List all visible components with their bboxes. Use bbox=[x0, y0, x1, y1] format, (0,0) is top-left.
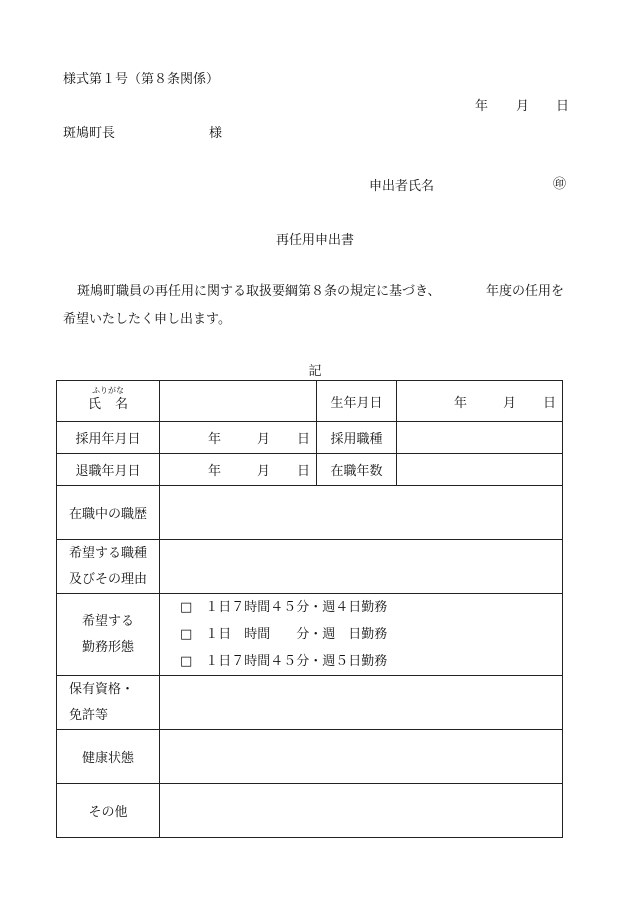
table-row bbox=[57, 486, 563, 540]
health-label: 健康状態 bbox=[57, 730, 160, 784]
month-label: 月 bbox=[256, 432, 270, 447]
seal-mark: ㊞ bbox=[553, 177, 567, 192]
other-field[interactable] bbox=[160, 784, 563, 838]
work-form-option-1[interactable]: □ １日７時間４５分・週４日勤務 bbox=[180, 600, 388, 615]
month-label: 月 bbox=[502, 395, 516, 411]
table-row bbox=[57, 594, 563, 676]
date-month-label: 月 bbox=[516, 99, 530, 114]
table-row bbox=[57, 784, 563, 838]
table-row bbox=[57, 540, 563, 594]
form-number: 様式第１号（第８条関係） bbox=[63, 72, 220, 87]
work-form-label bbox=[57, 594, 160, 676]
table-row bbox=[57, 676, 563, 730]
body-text-line2: 希望いたしたく申し出ます。 bbox=[63, 312, 231, 327]
work-form-options bbox=[160, 594, 563, 676]
name-label: 氏名 bbox=[87, 397, 142, 412]
qualification-field[interactable] bbox=[160, 676, 563, 730]
applicant-name-label: 申出者氏名 bbox=[369, 179, 435, 194]
years-of-service-field[interactable] bbox=[397, 454, 563, 486]
honorific: 様 bbox=[209, 126, 223, 141]
date-year-label: 年 bbox=[475, 99, 489, 114]
retire-date-label: 退職年月日 bbox=[57, 454, 160, 486]
hire-date-label: 採用年月日 bbox=[57, 422, 160, 454]
work-form-option-2[interactable]: □ １日 時間 分・週 日勤務 bbox=[180, 627, 388, 642]
hire-position-field[interactable] bbox=[397, 422, 563, 454]
career-field[interactable] bbox=[160, 486, 563, 540]
desired-position-label bbox=[57, 540, 160, 594]
addressee: 斑鳩町長 bbox=[63, 126, 116, 141]
furigana-label: ふりがな bbox=[92, 386, 124, 395]
work-form-option-3[interactable]: □ １日７時間４５分・週５日勤務 bbox=[180, 654, 388, 669]
desired-position-label-line1: 希望する職種 bbox=[69, 545, 148, 561]
table-row bbox=[57, 422, 563, 454]
work-form-label-line2: 勤務形態 bbox=[81, 639, 134, 655]
day-label: 日 bbox=[296, 432, 310, 447]
day-label: 日 bbox=[542, 395, 556, 411]
birth-date-label: 生年月日 bbox=[317, 381, 397, 422]
desired-position-field[interactable] bbox=[160, 540, 563, 594]
month-label: 月 bbox=[256, 464, 270, 479]
name-field[interactable] bbox=[160, 381, 317, 422]
birth-date-field[interactable] bbox=[397, 381, 563, 422]
qualification-label-line2: 免許等 bbox=[69, 707, 109, 723]
body-text-line1: 斑鳩町職員の再任用に関する取扱要綱第８条の規定に基づき、 bbox=[77, 284, 441, 299]
year-label: 年 bbox=[208, 432, 222, 447]
retire-date-field[interactable] bbox=[160, 454, 317, 486]
table-row bbox=[57, 730, 563, 784]
application-table bbox=[56, 380, 563, 838]
year-label: 年 bbox=[454, 395, 468, 411]
work-form-label-line1: 希望する bbox=[81, 613, 134, 629]
table-row bbox=[57, 381, 563, 422]
body-text-line1-end: 年度の任用を bbox=[486, 284, 565, 299]
document-title: 再任用申出書 bbox=[275, 233, 354, 248]
qualification-label bbox=[57, 676, 160, 730]
date-day-label: 日 bbox=[556, 99, 570, 114]
health-field[interactable] bbox=[160, 730, 563, 784]
ki-heading: 記 bbox=[308, 364, 322, 379]
hire-position-label: 採用職種 bbox=[317, 422, 397, 454]
table-row bbox=[57, 454, 563, 486]
qualification-label-line1: 保有資格・ bbox=[69, 681, 135, 697]
career-label: 在職中の職歴 bbox=[57, 486, 160, 540]
years-of-service-label: 在職年数 bbox=[317, 454, 397, 486]
desired-position-label-line2: 及びその理由 bbox=[69, 571, 148, 587]
other-label: その他 bbox=[57, 784, 160, 838]
year-label: 年 bbox=[208, 464, 222, 479]
name-label-cell bbox=[57, 381, 160, 422]
hire-date-field[interactable] bbox=[160, 422, 317, 454]
day-label: 日 bbox=[296, 464, 310, 479]
